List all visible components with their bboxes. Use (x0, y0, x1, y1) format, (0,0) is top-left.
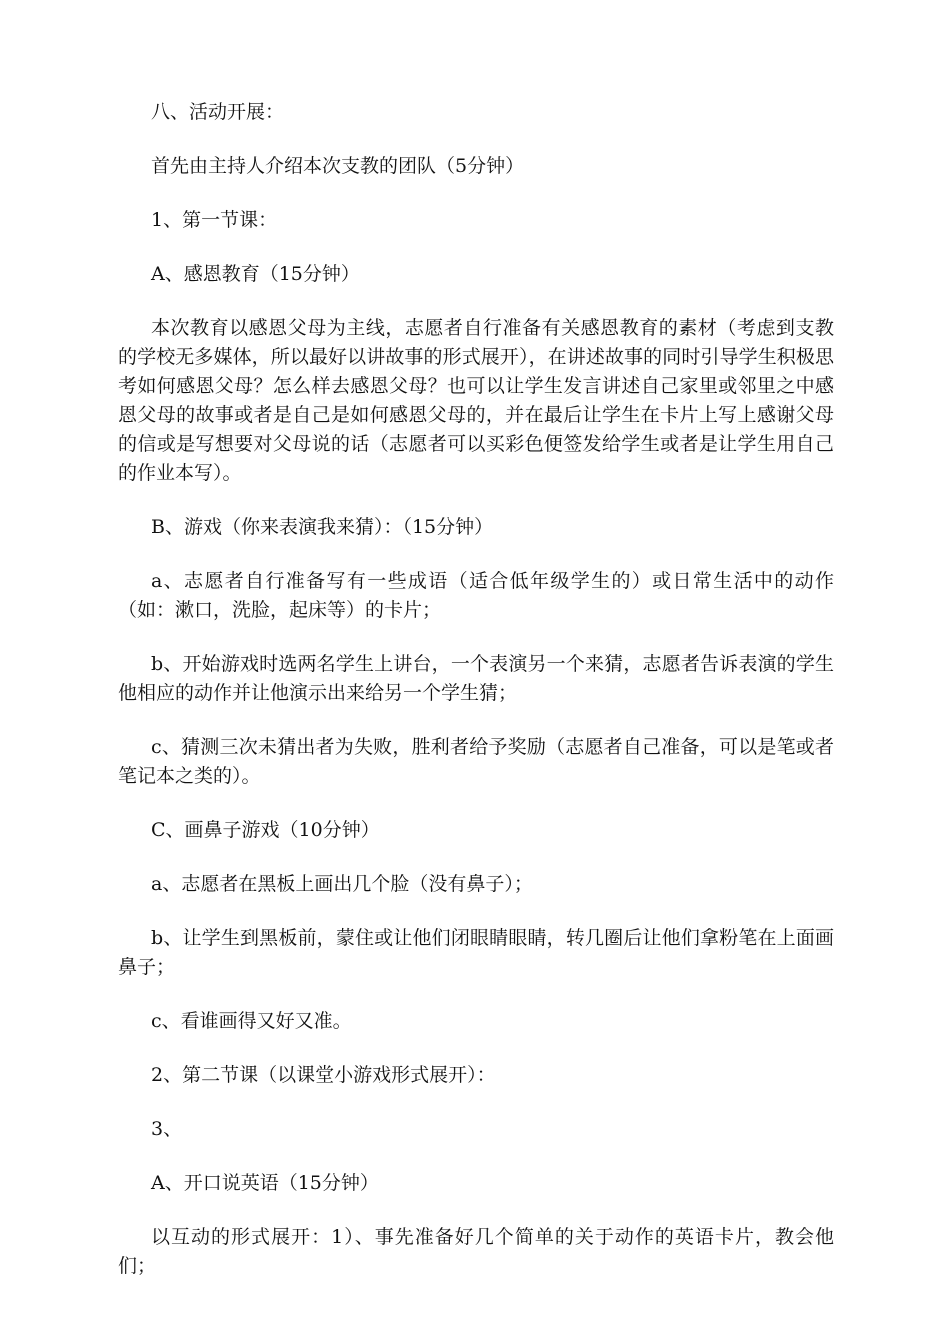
heading-game-guess: B、游戏（你来表演我来猜）：（15分钟） (151, 516, 494, 538)
section-heading-activities: 八、活动开展： (151, 101, 285, 123)
list-item-game-c: c、猜测三次未猜出者为失败，胜利者给予奖励（志愿者自己准备，可以是笔或者笔记本之类的）。 (118, 736, 834, 787)
document-body (118, 98, 834, 1306)
heading-gratitude-education: A、感恩教育（15分钟） (151, 263, 360, 285)
list-item-nose-c: c、看谁画得又好又准。 (151, 1010, 352, 1032)
heading-speak-english: A、开口说英语（15分钟） (151, 1172, 379, 1194)
heading-item-3: 3、 (151, 1118, 183, 1140)
list-item-game-b: b、开始游戏时选两名学生上讲台，一个表演另一个来猜，志愿者告诉表演的学生他相应的动作并让他演示出来给另一个学生猜； (118, 653, 834, 704)
list-item-nose-a: a、志愿者在黑板上画出几个脸（没有鼻子）； (151, 873, 533, 895)
list-item-game-a: a、志愿者自行准备写有一些成语（适合低年级学生的）或日常生活中的动作（如：漱口，洗脸，起床等）的卡片； (118, 570, 834, 621)
heading-second-lesson: 2、第二节课（以课堂小游戏形式展开）： (151, 1064, 496, 1086)
paragraph-gratitude-details: 本次教育以感恩父母为主线，志愿者自行准备有关感恩教育的素材（考虑到支教的学校无多媒体，所以最好以讲故事的形式展开），在讲述故事的同时引导学生积极思考如何感恩父母？怎么样去感恩父母？也可以让学生发言讲述自己家里或邻里之中感恩父母的故事或者是自己是如何感恩父母的，并在最后让学生在卡片上写上感谢父母的信或是写想要对父母说的话（志愿者可以买彩色便签发给学生或者是让学生用自己的作业本写）。 (118, 317, 834, 484)
paragraph-english-interaction: 以互动的形式展开：1）、事先准备好几个简单的关于动作的英语卡片，教会他们； (118, 1226, 834, 1277)
heading-first-lesson: 1、第一节课： (151, 209, 278, 231)
heading-draw-nose-game: C、画鼻子游戏（10分钟） (151, 819, 380, 841)
list-item-nose-b: b、让学生到黑板前，蒙住或让他们闭眼睛眼睛，转几圈后让他们拿粉笔在上面画鼻子； (118, 927, 834, 978)
paragraph-team-intro: 首先由主持人介绍本次支教的团队（5分钟） (151, 155, 525, 177)
